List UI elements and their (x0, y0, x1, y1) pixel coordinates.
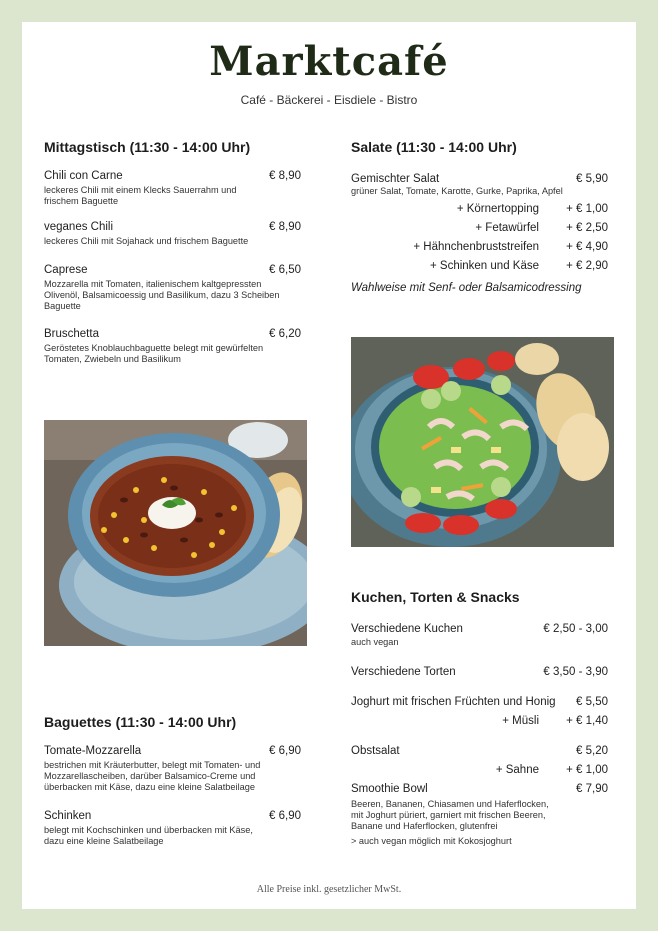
item-name: Verschiedene Torten (351, 666, 456, 678)
addon-price: + € 2,90 (566, 260, 608, 272)
item-name: Gemischter Salat (351, 173, 440, 185)
section-title-kuchen: Kuchen, Torten & Snacks (351, 589, 520, 605)
item-note: > auch vegan möglich mit Kokosjoghurt (351, 836, 512, 846)
brand-title: Marktcafé (209, 38, 449, 85)
item-desc: dazu eine kleine Salatbeilage (44, 836, 164, 846)
item-name: Chili con Carne (44, 170, 123, 182)
item-price: € 6,90 (269, 745, 301, 757)
addon-label: + Körnertopping (456, 203, 539, 215)
tagline: Café - Bäckerei - Eisdiele - Bistro (240, 93, 418, 107)
item-price: € 6,20 (269, 328, 301, 340)
item-desc: leckeres Chili mit Sojahack und frischem Baguette (44, 236, 249, 246)
item-desc: frischem Baguette (44, 196, 119, 206)
item-desc: auch vegan (351, 637, 399, 647)
item-desc: Geröstetes Knoblauchbaguette belegt mit gewürfelten (44, 343, 264, 353)
section-title-mittagstisch: Mittagstisch (11:30 - 14:00 Uhr) (44, 139, 251, 155)
item-price: € 2,50 - 3,00 (543, 623, 608, 635)
item-price: € 6,50 (269, 264, 301, 276)
item-price: € 6,90 (269, 810, 301, 822)
addon-price: + € 2,50 (566, 222, 608, 234)
addon-price: + € 1,40 (566, 715, 608, 727)
item-name: Schinken (44, 810, 92, 822)
item-desc: Mozzarellascheiben, darüber Balsamico-Creme und (44, 771, 256, 781)
item-desc: bestrichen mit Kräuterbutter, belegt mit Tomaten- und (44, 760, 261, 770)
footer-note: Alle Preise inkl. gesetzlicher MwSt. (256, 884, 402, 895)
salad-photo (351, 337, 614, 547)
item-name: veganes Chili (44, 221, 114, 233)
item-price: € 7,90 (576, 783, 608, 795)
item-desc: Baguette (44, 301, 81, 311)
item-price: € 5,50 (576, 696, 608, 708)
item-name: Smoothie Bowl (351, 783, 428, 795)
item-desc: überbacken mit Käse, dazu eine kleine Salatbeilage (44, 782, 255, 792)
item-name: Caprese (44, 264, 88, 276)
addon-label: + Müsli (502, 715, 539, 727)
item-price: € 3,50 - 3,90 (543, 666, 608, 678)
item-price: € 5,20 (576, 745, 608, 757)
item-name: Tomate-Mozzarella (44, 745, 142, 757)
item-name: Obstsalat (351, 745, 400, 757)
addon-price: + € 4,90 (566, 241, 608, 253)
item-desc: leckeres Chili mit einem Klecks Sauerrahm und (44, 185, 237, 195)
item-name: Joghurt mit frischen Früchten und Honig (351, 696, 556, 708)
item-name: Verschiedene Kuchen (351, 623, 463, 635)
item-price: € 8,90 (269, 170, 301, 182)
item-name: Bruschetta (44, 328, 99, 340)
item-desc: Banane und Haferflocken, glutenfrei (351, 821, 498, 831)
item-desc: mit Joghurt püriert, garniert mit frischen Beeren, (351, 810, 546, 820)
item-price: € 8,90 (269, 221, 301, 233)
addon-label: + Hähnchenbruststreifen (413, 241, 539, 253)
dressing-note: Wahlweise mit Senf- oder Balsamicodressing (351, 282, 582, 294)
section-title-baguettes: Baguettes (11:30 - 14:00 Uhr) (44, 714, 237, 730)
item-price: € 5,90 (576, 173, 608, 185)
section-title-salate: Salate (11:30 - 14:00 Uhr) (351, 139, 517, 155)
item-desc: grüner Salat, Tomate, Karotte, Gurke, Paprika, Apfel (351, 186, 563, 196)
item-desc: Mozzarella mit Tomaten, italienischem kaltgepressten (44, 279, 262, 289)
addon-label: + Sahne (495, 764, 539, 776)
addon-label: + Fetawürfel (475, 222, 539, 234)
addon-price: + € 1,00 (566, 764, 608, 776)
item-desc: Beeren, Bananen, Chiasamen und Haferflocken, (351, 799, 549, 809)
item-desc: belegt mit Kochschinken und überbacken mit Käse, (44, 825, 253, 835)
chili-photo (44, 420, 307, 646)
addon-price: + € 1,00 (566, 203, 608, 215)
item-desc: Olivenöl, Balsamicoessig und Basilikum, dazu 3 Scheiben (44, 290, 280, 300)
item-desc: Tomaten, Zwiebeln und Basilikum (44, 354, 181, 364)
addon-label: + Schinken und Käse (429, 260, 539, 272)
